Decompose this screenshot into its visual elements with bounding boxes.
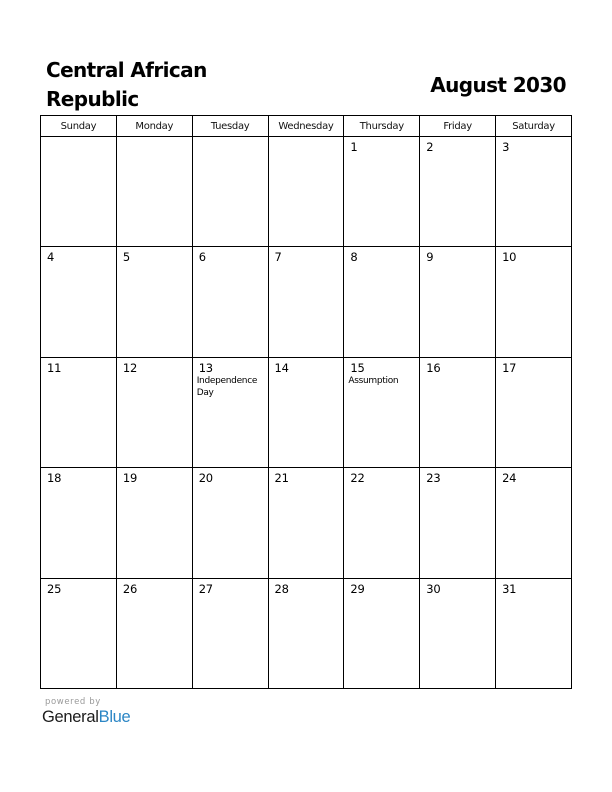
- day-number: 9: [426, 250, 434, 265]
- day-cell: [496, 357, 572, 467]
- day-cell: [420, 468, 496, 578]
- day-cell: [41, 247, 117, 357]
- weekday-thursday: Thursday: [344, 116, 420, 137]
- day-cell: [420, 247, 496, 357]
- weekday-monday: Monday: [116, 116, 192, 137]
- weekday-friday: Friday: [420, 116, 496, 137]
- day-number: 27: [198, 581, 213, 596]
- holiday-label: Assumption: [348, 375, 399, 386]
- day-number: 16: [426, 360, 441, 375]
- day-number: 18: [47, 471, 62, 486]
- day-cell: [192, 247, 268, 357]
- day-number: 20: [198, 471, 213, 486]
- day-cell: [116, 137, 192, 247]
- day-cell: [344, 578, 420, 688]
- day-cell: [41, 137, 117, 247]
- day-cell: [344, 137, 420, 247]
- day-number: 13: [198, 360, 213, 375]
- holiday-label: Independence Day: [196, 375, 258, 398]
- day-number: 5: [122, 250, 130, 265]
- country-title-line2: Republic: [46, 87, 139, 111]
- day-number: 15: [350, 360, 365, 375]
- powered-by-label: powered by: [45, 697, 101, 707]
- week-row: [41, 247, 572, 357]
- day-cell: [116, 468, 192, 578]
- weekday-tuesday: Tuesday: [192, 116, 268, 137]
- day-cell: [496, 578, 572, 688]
- day-cell: [268, 578, 344, 688]
- weekday-wednesday: Wednesday: [268, 116, 344, 137]
- week-row: [41, 578, 572, 688]
- day-number: 31: [502, 581, 517, 596]
- day-cell: [268, 247, 344, 357]
- day-number: 1: [350, 140, 358, 154]
- day-number: 7: [274, 250, 282, 265]
- day-cell: [496, 137, 572, 247]
- country-title-line1: Central African: [46, 58, 207, 82]
- weekday-sunday: Sunday: [41, 116, 117, 137]
- day-number: 2: [426, 140, 434, 154]
- day-number: 24: [502, 471, 517, 486]
- brand-general-text: General: [42, 708, 99, 726]
- day-number: 29: [350, 581, 365, 596]
- day-cell: [420, 357, 496, 467]
- day-number: 17: [502, 360, 517, 375]
- month-year-title: August 2030: [430, 73, 566, 97]
- day-number: 14: [274, 360, 289, 375]
- calendar-grid: [40, 115, 572, 689]
- day-cell: [116, 247, 192, 357]
- day-cell: [41, 578, 117, 688]
- week-row: [41, 468, 572, 578]
- day-number: 30: [426, 581, 441, 596]
- day-cell: [41, 357, 117, 467]
- day-number: 22: [350, 471, 365, 486]
- day-cell: [116, 578, 192, 688]
- day-cell: [192, 578, 268, 688]
- day-cell: [41, 468, 117, 578]
- day-number: 4: [47, 250, 55, 265]
- day-cell: [116, 357, 192, 467]
- day-number: 23: [426, 471, 441, 486]
- day-number: 19: [122, 471, 138, 486]
- day-cell: [192, 137, 268, 247]
- country-title: [46, 56, 276, 114]
- day-cell: [344, 357, 420, 467]
- day-cell: [496, 468, 572, 578]
- brand-blue-text: Blue: [98, 708, 131, 726]
- weekday-saturday: Saturday: [496, 116, 572, 137]
- day-cell: [268, 137, 344, 247]
- day-cell: [192, 357, 268, 467]
- day-number: 12: [122, 360, 138, 375]
- day-cell: [420, 578, 496, 688]
- week-row: [41, 137, 572, 247]
- day-number: 28: [274, 581, 289, 596]
- week-row: [41, 357, 572, 467]
- day-number: 3: [502, 140, 510, 154]
- day-number: 21: [274, 471, 289, 486]
- day-number: 25: [47, 581, 62, 596]
- day-number: 26: [122, 581, 138, 596]
- day-cell: [192, 468, 268, 578]
- weekday-header-row: [41, 116, 572, 137]
- day-cell: [496, 247, 572, 357]
- day-number: [117, 137, 192, 141]
- day-number: [193, 137, 268, 141]
- day-cell: [420, 137, 496, 247]
- day-cell: [344, 247, 420, 357]
- generalblue-logo[interactable]: [42, 708, 130, 727]
- day-number: 11: [47, 360, 62, 375]
- day-cell: [268, 357, 344, 467]
- day-number: 8: [350, 250, 358, 265]
- day-cell: [268, 468, 344, 578]
- day-cell: [344, 468, 420, 578]
- day-number: 10: [502, 250, 517, 265]
- day-number: 6: [198, 250, 206, 265]
- day-number: [269, 137, 344, 141]
- day-number: [41, 137, 116, 141]
